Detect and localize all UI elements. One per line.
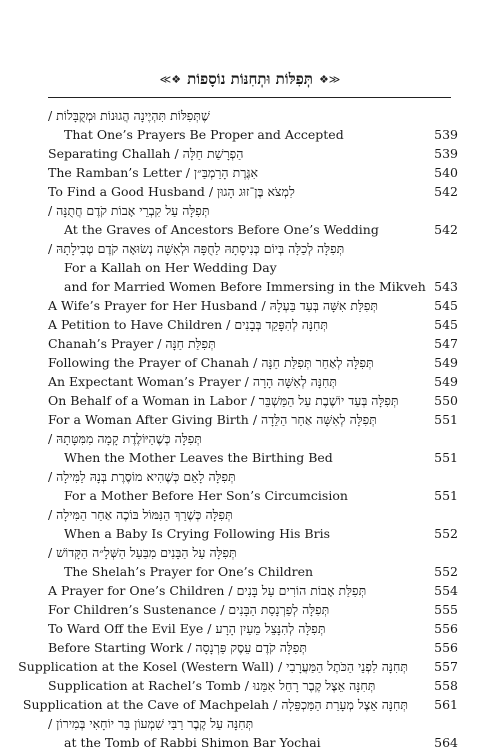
page-number: 547 [434, 336, 458, 351]
page-number: 539 [434, 127, 458, 142]
toc-entry [48, 239, 458, 296]
entry-title: תְּפִלָּה לְכַלָּה בְּיוֹם כְּנִיסָתָהּ לַחֻפָּה וּלְאִשָּׁה נְשׂוּאָה קֹדֶם טְבִילָתָהּ / [48, 241, 345, 256]
entry-title: תְּפִלָּה כְּשֶׁרַךְ הַנִּמּוֹל בּוֹכֶה אַחַר הַמִּילָה / [48, 507, 233, 522]
entry-title-continued: When the Mother Leaves the Birthing Bed [64, 450, 333, 465]
header-rule [48, 97, 451, 98]
toc-entry [48, 372, 458, 391]
left-ornament-icon: ≪❖ [159, 72, 182, 86]
page-number: 556 [434, 640, 458, 655]
toc-entry [48, 353, 458, 372]
entry-title: תְּפִלָּה לָאֵם כְּשֶׁהִיא מוֹסֶרֶת בְּנָהּ לַמִּילָה / [48, 469, 236, 484]
entry-title: שֶׁתְּפִלּוֹת תִּהְיֶינָה הֲגוּנוֹת וּמְקֻבָּלוֹת / [48, 108, 210, 123]
toc-entry [48, 106, 458, 144]
toc-entry [18, 657, 458, 676]
entry-title: תְּחִנָּה לִפְנֵי הַכֹּתֶל הַמַּעֲרָבִי / Supplication at the Kosel (Western Wall) [18, 659, 408, 674]
entry-title: תְּפִלָּה קֹדֶם עֵסֶק פַּרְנָסָה / Before Starting Work [48, 640, 307, 655]
page-number: 564 [434, 735, 458, 750]
entry-title: תְּפִלָּה לְפַרְנָסַת הַבָּנִים / For Children’s Sustenance [48, 602, 330, 617]
page-number: 552 [434, 564, 458, 579]
toc-entry [48, 714, 458, 752]
entry-title: תְּפִלַּת אָבוֹת הוֹרִים עַל בָּנִים / A Prayer for One’s Children [48, 583, 367, 598]
toc-entry [48, 315, 458, 334]
page-number: 539 [434, 146, 458, 161]
toc-entry [48, 182, 458, 201]
page-number: 542 [434, 222, 458, 237]
toc-entry [48, 144, 458, 163]
page-number: 555 [434, 602, 458, 617]
entry-title: תְּחִנָּה לְהִפָּקֵד בְּבָנִים / A Petition to Have Children [48, 317, 329, 332]
page-number: 558 [434, 678, 458, 693]
entry-title-continued: at the Tomb of Rabbi Shimon Bar Yochai [64, 735, 321, 750]
page-number: 549 [434, 374, 458, 389]
entry-title: תְּפִלָּה לְהִנָּצֵל מֵעַיִן הָרָע / To Ward Off the Evil Eye [48, 621, 326, 636]
page-number: 550 [434, 393, 458, 408]
title-wrap [160, 70, 341, 89]
toc-entry [48, 505, 458, 543]
entry-title: תְּפִלָּה לְאִשָּׁה אַחַר הַלֵּדָה / For a Woman After Giving Birth [48, 412, 377, 427]
toc-entry [48, 391, 458, 410]
entry-title: תְּפִלַּת אִשָּׁה בְּעַד בַּעְלָהּ / A Wife’s Prayer for Her Husband [48, 298, 378, 313]
entry-title-continued: For a Kallah on Her Wedding Day [64, 260, 277, 275]
entry-title-continued: For a Mother Before Her Son’s Circumcision [64, 488, 348, 503]
toc-entry [48, 296, 458, 315]
entry-title: תְּפִלָּה עַל הַבָּנִים מִבַּעַל הַשְּׁלָ״ה הַקָּדוֹשׁ / [48, 545, 237, 560]
entry-title: תְּפִלַּת חַנָּה / Chanah’s Prayer [48, 336, 216, 351]
page-title: תְּפִלּוֹת וּתְחִנּוֹת נוֹסָפוֹת [187, 69, 313, 88]
entry-title: הַפְרָשַׁת חַלָּה / Separating Challah [48, 146, 244, 161]
toc-entry [48, 163, 458, 182]
entry-title: לִמְצֹא בֶּן־זוּג הָגוּן / To Find a Good Husband [48, 184, 295, 199]
page-number: 557 [434, 659, 458, 674]
section-header [0, 66, 500, 92]
entry-title: תְּחִנָּה עַל קֶבֶר רַבִּי שִׁמְעוֹן בַּר יוֹחָאִי בְּמִירוֹן / [48, 716, 254, 731]
toc-entry [48, 334, 458, 353]
page-number: 561 [434, 697, 458, 712]
page-number: 552 [434, 526, 458, 541]
page-number: 549 [434, 355, 458, 370]
entry-title: תְּפִלָּה בְּעַד יוֹשֶׁבֶת עַל הַמַּשְׁבֵּר / On Behalf of a Woman in Labor [48, 393, 399, 408]
page-number: 551 [434, 450, 458, 465]
toc-entry [48, 410, 458, 429]
page-number: 551 [434, 488, 458, 503]
entry-title: תְּפִלָּה לְאַחַר תְּפִלַּת חַנָּה / Following the Prayer of Chanah [48, 355, 374, 370]
toc-entry [48, 619, 458, 638]
entry-title: תְּחִנָּה אֵצֶל קֶבֶר רָחֵל אִמֵּנוּ / Supplication at Rachel’s Tomb [48, 678, 376, 693]
toc-entry [48, 201, 458, 239]
page-number: 556 [434, 621, 458, 636]
entry-title: תְּחִנָּה אֵצֶל מְעָרַת הַמַּכְפֵּלָה / Supplication at the Cave of Machpelah [22, 697, 408, 712]
toc-entry [48, 638, 458, 657]
page-number: 554 [434, 583, 458, 598]
toc-entry [22, 695, 458, 714]
page-number: 545 [434, 298, 458, 313]
entry-title: תְּפִלָּה עַל קִבְרֵי אָבוֹת קֹדֶם חֲתֻנָּה / [48, 203, 210, 218]
entry-title-continued: At the Graves of Ancestors Before One’s Wedding [64, 222, 379, 237]
right-ornament-icon: ❖≫ [318, 72, 341, 86]
toc-entry [48, 429, 458, 467]
entry-title-continued: and for Married Women Before Immersing in the Mikveh [64, 279, 426, 294]
page-number: 540 [434, 165, 458, 180]
toc-entry [48, 467, 458, 505]
toc-entry [48, 543, 458, 581]
toc-entry [48, 676, 458, 695]
entry-title: תְּחִנָּה לְאִשָּׁה הָרָה / An Expectant Woman’s Prayer [48, 374, 337, 389]
page-number: 545 [434, 317, 458, 332]
toc-entry [48, 600, 458, 619]
table-of-contents [18, 106, 458, 752]
entry-title-continued: When a Baby Is Crying Following His Bris [64, 526, 330, 541]
entry-title: תְּפִלָּה כְּשֶׁהַיּוֹלֶדֶת קָמָה מִמִּטָּתָהּ / [48, 431, 202, 446]
entry-title-continued: That One’s Prayers Be Proper and Accepted [64, 127, 344, 142]
page-number: 542 [434, 184, 458, 199]
entry-title: אִגֶּרֶת הָרַמְבַּ״ן / The Ramban’s Letter [48, 165, 258, 180]
page-number: 551 [434, 412, 458, 427]
entry-title-continued: The Shelah’s Prayer for One’s Children [64, 564, 314, 579]
page-number: 543 [434, 279, 458, 294]
toc-entry [48, 581, 458, 600]
